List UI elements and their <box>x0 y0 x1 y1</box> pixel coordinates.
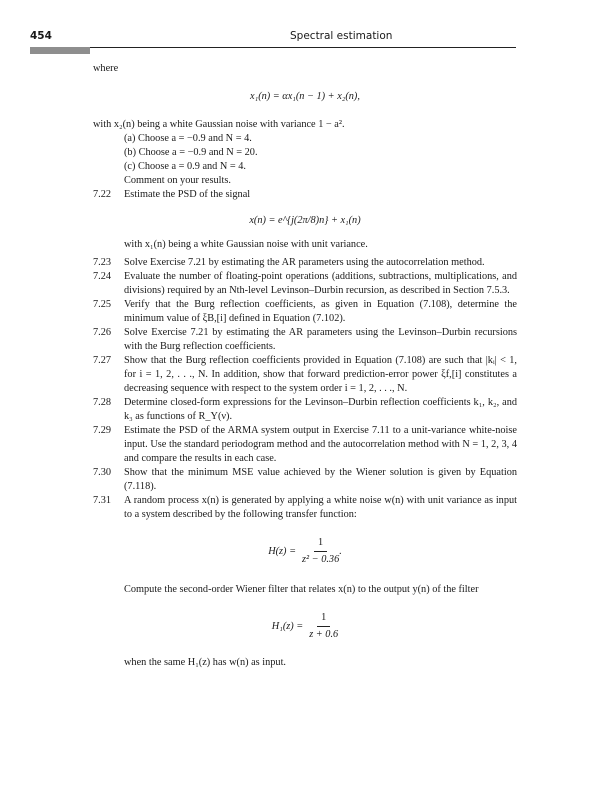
exercise-number: 7.23 <box>93 257 112 268</box>
exercise-7-31-middle: Compute the second-order Wiener filter that relates x(n) to the output y(n) of the filter <box>124 584 479 595</box>
exercise-7-25 <box>93 298 517 326</box>
fraction-numerator: 1 <box>317 611 330 627</box>
exercise-text: Solve Exercise 7.21 by estimating the AR parameters using the Levinson–Durbin recursions with the Burg reflection coefficients. <box>124 327 517 352</box>
equation-x-signal: x(n) = e^{j(2π/8)n} + x₁(n) <box>249 215 361 226</box>
exercise-text: Evaluate the number of floating-point operations (additions, subtractions, multiplications, and divisions) required by an Nth-level Levinson–Durbin recursion, as described in Section 7.5.3. <box>124 271 517 296</box>
exercise-text: Show that the minimum MSE value achieved by the Wiener solution is given by Equation (7.118). <box>124 467 517 492</box>
page-number: 454 <box>30 30 52 42</box>
page-header <box>30 30 516 44</box>
exercise-7-26 <box>93 326 517 354</box>
exercise-7-31 <box>93 494 517 522</box>
sub-item-a: (a) Choose a = −0.9 and N = 4. <box>124 133 252 144</box>
exercise-number: 7.31 <box>93 495 112 506</box>
exercise-7-29 <box>93 424 517 466</box>
exercise-text: Determine closed-form expressions for the Levinson–Durbin reflection coefficients k₁, k₂, and k₃ as functions of R_Y(ν). <box>124 397 517 422</box>
intro-lead: where <box>93 63 119 74</box>
exercise-7-23 <box>93 256 517 270</box>
exercise-number: 7.24 <box>93 271 112 282</box>
page-body <box>93 62 517 670</box>
equation-trailing-period: . <box>339 545 342 557</box>
exercise-number: 7.22 <box>93 189 112 200</box>
equation-x1: x₁(n) = αx₁(n − 1) + x₂(n), <box>250 91 360 102</box>
intro-comment: Comment on your results. <box>124 175 231 186</box>
exercise-text: Estimate the PSD of the signal <box>124 189 251 200</box>
exercise-number: 7.28 <box>93 397 112 408</box>
exercise-7-30 <box>93 466 517 494</box>
header-rule <box>30 47 516 48</box>
equation-transfer-function <box>93 536 517 567</box>
intro-with-line: with x₂(n) being a white Gaussian noise with variance 1 − a². <box>93 119 345 130</box>
exercise-text: Show that the Burg reflection coefficients provided in Equation (7.108) are such that |kᵢ| < 1, for i = 1, 2, . . ., N. In addition, show that forward prediction-error power ξf,[i] constitutes a decreasing sequence with respect to the system order i = 1, 2, . . ., N. <box>124 355 517 394</box>
chapter-thumb-tab <box>30 47 90 54</box>
fraction-denominator: z² − 0.36 <box>302 554 340 565</box>
running-head: Spectral estimation <box>290 30 393 42</box>
exercise-number: 7.25 <box>93 299 112 310</box>
exercise-number: 7.29 <box>93 425 112 436</box>
exercise-7-31-closing: when the same H₁(z) has w(n) as input. <box>124 657 286 668</box>
equation-h1 <box>93 611 517 642</box>
exercise-7-22 <box>93 188 517 202</box>
exercise-text: Solve Exercise 7.21 by estimating the AR parameters using the autocorrelation method. <box>124 257 485 268</box>
exercise-7-24 <box>93 270 517 298</box>
exercise-text: Estimate the PSD of the ARMA system output in Exercise 7.11 to a unit-variance white-noise input. Use the standard periodogram method and the autocorrelation method with N = 1, 2, 3, 4 and compare the results in each case. <box>124 425 517 464</box>
equation-lhs: H₁(z) = <box>271 620 304 632</box>
fraction-denominator: z + 0.6 <box>309 629 339 640</box>
exercise-text: A random process x(n) is generated by applying a white noise w(n) with unit variance as input to a system described by the following transfer function: <box>124 495 517 520</box>
exercise-text: Verify that the Burg reflection coefficients, as given in Equation (7.108), determine the minimum value of ξB,[i] defined in Equation (7.102). <box>124 299 517 324</box>
equation-lhs: H(z) = <box>268 545 297 557</box>
sub-item-list <box>93 132 517 174</box>
fraction-numerator: 1 <box>314 536 327 552</box>
sub-item-b: (b) Choose a = −0.9 and N = 20. <box>124 147 258 158</box>
exercise-7-28 <box>93 396 517 424</box>
exercise-number: 7.30 <box>93 467 112 478</box>
exercise-number: 7.27 <box>93 355 112 366</box>
exercise-number: 7.26 <box>93 327 112 338</box>
sub-item-c: (c) Choose a = 0.9 and N = 4. <box>124 161 246 172</box>
exercise-7-22-after: with x₁(n) being a white Gaussian noise with unit variance. <box>124 239 368 250</box>
exercise-7-27 <box>93 354 517 396</box>
